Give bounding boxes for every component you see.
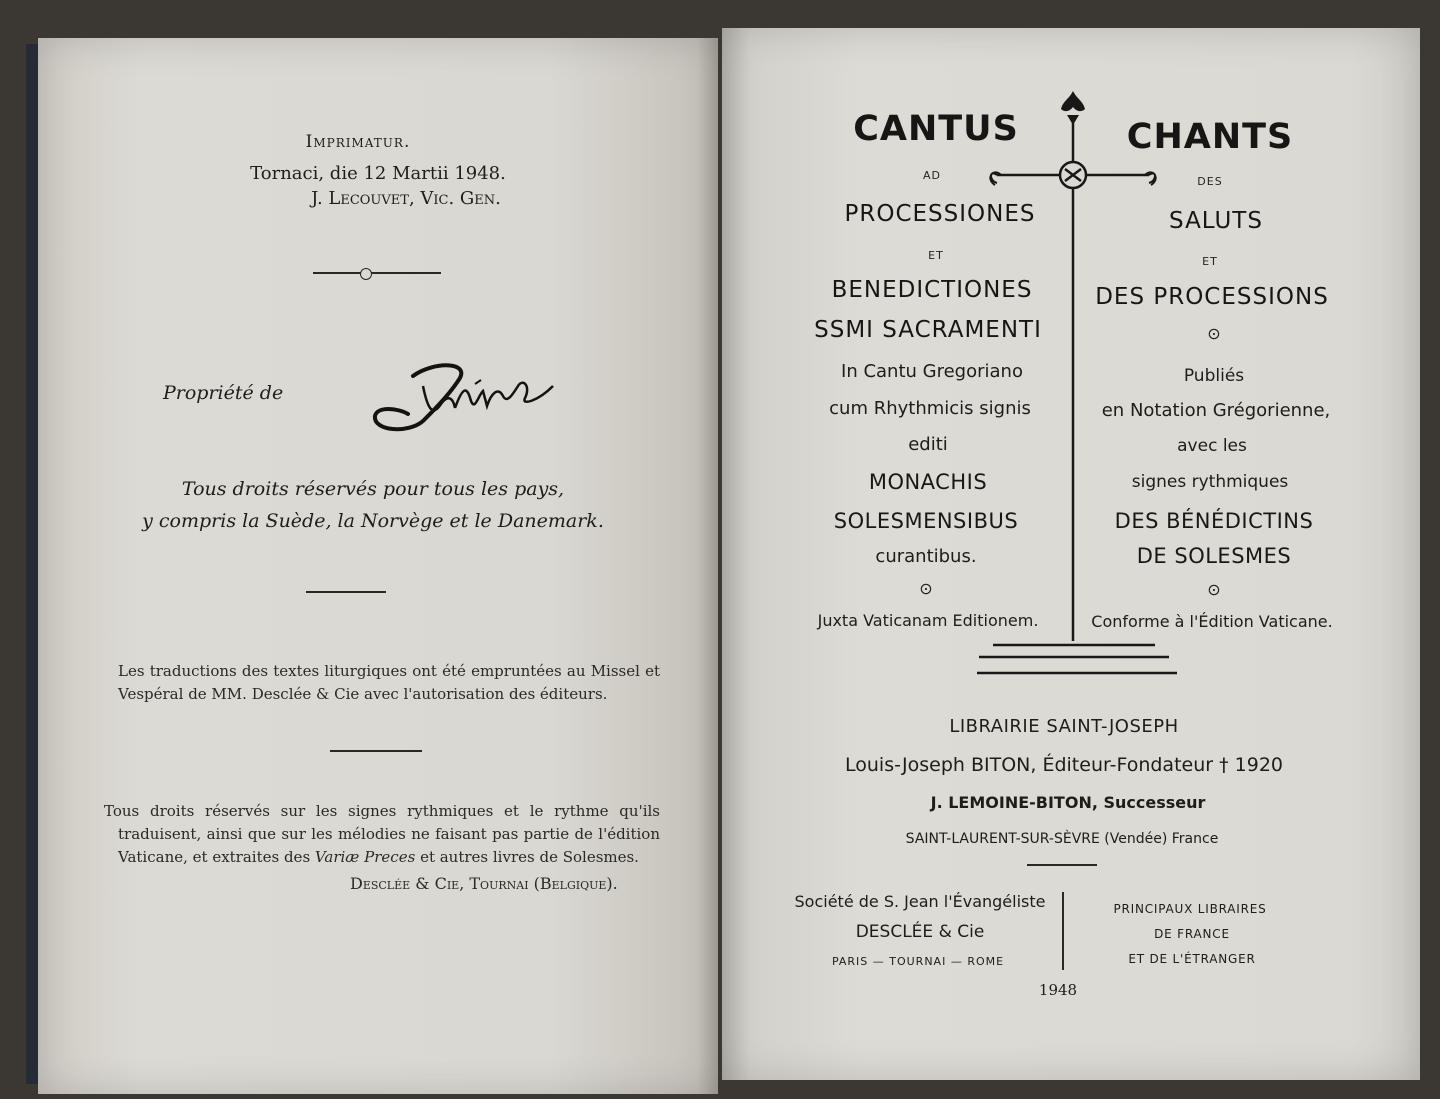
publisher-address: SAINT-LAURENT-SUR-SÈVRE (Vendée) France	[905, 831, 1219, 847]
french-line-1: Publiés	[1183, 366, 1245, 386]
property-label: Propriété de	[163, 382, 284, 404]
latin-monachis: MONACHIS	[868, 470, 988, 494]
rhythm-rights-line-3-pre: Vaticane, et extraites des	[118, 848, 311, 866]
publisher-founder: Louis-Joseph BITON, Éditeur-Fondateur † 1920	[845, 754, 1283, 776]
rights-line-2: y compris la Suède, la Norvège et le Danemark.	[142, 510, 604, 532]
latin-line-3: editi	[908, 434, 948, 455]
latin-curantibus: curantibus.	[875, 546, 977, 567]
imprint-etranger: ET DE L'ÉTRANGER	[1128, 952, 1256, 966]
divider-rule	[306, 591, 386, 593]
rhythm-rights-line-3	[104, 846, 660, 869]
latin-title: CANTUS	[853, 109, 1019, 149]
publication-year: 1948	[1038, 981, 1078, 999]
latin-line-1: In Cantu Gregoriano	[841, 361, 1023, 382]
imprimatur-place-date: Tornaci, die 12 Martii 1948.	[250, 163, 506, 184]
imprint-de-france: DE FRANCE	[1154, 927, 1230, 941]
rhythm-rights-line-2: traduisent, ainsi que sur les mélodies ne faisant pas partie de l'édition	[118, 825, 660, 843]
translations-note-line-1: Les traductions des textes liturgiques ont été empruntées au Missel et	[118, 662, 660, 680]
french-title: CHANTS	[1126, 117, 1294, 157]
rule-dot-ornament	[360, 268, 372, 280]
french-des: DES	[1197, 175, 1223, 188]
translations-note	[118, 660, 660, 706]
latin-juxta-vaticanam: Juxta Vaticanam Editionem.	[817, 611, 1039, 630]
imprint-society: Société de S. Jean l'Évangéliste	[794, 892, 1046, 911]
french-benedictins: DES BÉNÉDICTINS	[1114, 509, 1314, 533]
imprimatur-label: Imprimatur.	[305, 132, 411, 152]
circle-dot-ornament: ⊙	[1207, 580, 1221, 599]
publisher-successor: J. LEMOINE-BITON, Successeur	[930, 793, 1206, 812]
rhythm-rights-line-1: Tous droits réservés sur les signes rythmiques et le rythme qu'ils	[104, 802, 660, 820]
french-et: ET	[1202, 255, 1218, 268]
latin-ssmi-sacramenti: SSMI SACRAMENTI	[814, 317, 1042, 343]
translations-note-line-2: Vespéral de MM. Desclée & Cie avec l'autorisation des éditeurs.	[118, 685, 608, 703]
desclee-signature: Desclée & Cie, Tournai (Belgique).	[350, 874, 618, 893]
french-line-3: avec les	[1177, 436, 1247, 456]
latin-et: ET	[928, 249, 944, 262]
imprint-libraires: PRINCIPAUX LIBRAIRES	[1113, 902, 1267, 916]
right-page	[722, 28, 1420, 1080]
latin-solesmensibus: SOLESMENSIBUS	[833, 509, 1019, 533]
circle-dot-ornament: ⊙	[1207, 324, 1221, 343]
rhythm-rights-line-3-post: et autres livres de Solesmes.	[420, 848, 639, 866]
publisher-signature	[363, 356, 563, 436]
latin-benedictiones: BENEDICTIONES	[831, 277, 1033, 303]
french-line-4: signes rythmiques	[1131, 472, 1289, 492]
rights-line-1: Tous droits réservés pour tous les pays,	[181, 478, 565, 500]
left-page	[38, 38, 718, 1094]
latin-line-2: cum Rhythmicis signis	[829, 398, 1031, 419]
circle-dot-ornament: ⊙	[919, 579, 933, 598]
french-line-2: en Notation Grégorienne,	[1101, 400, 1331, 421]
latin-ad: AD	[923, 169, 941, 182]
divider-rule	[330, 750, 422, 752]
imprint-cities: PARIS — TOURNAI — ROME	[831, 955, 1005, 968]
rhythm-rights-note	[104, 800, 660, 869]
latin-processiones: PROCESSIONES	[844, 201, 1036, 227]
divider-rule	[313, 272, 441, 274]
divider-rule	[1027, 864, 1097, 866]
imprint-vertical-divider	[1062, 892, 1064, 970]
french-des-processions: DES PROCESSIONS	[1095, 284, 1329, 310]
french-saluts: SALUTS	[1169, 208, 1263, 234]
publisher-name: LIBRAIRIE SAINT-JOSEPH	[949, 716, 1179, 737]
imprimatur-signatory: J. Lecouvet, Vic. Gen.	[311, 188, 501, 209]
cross-ornament	[977, 83, 1177, 683]
french-conforme: Conforme à l'Édition Vaticane.	[1091, 612, 1333, 631]
french-solesmes: DE SOLESMES	[1136, 544, 1292, 568]
imprint-desclee: DESCLÉE & Cie	[855, 922, 985, 942]
variae-preces-title: Variæ Preces	[314, 848, 416, 866]
